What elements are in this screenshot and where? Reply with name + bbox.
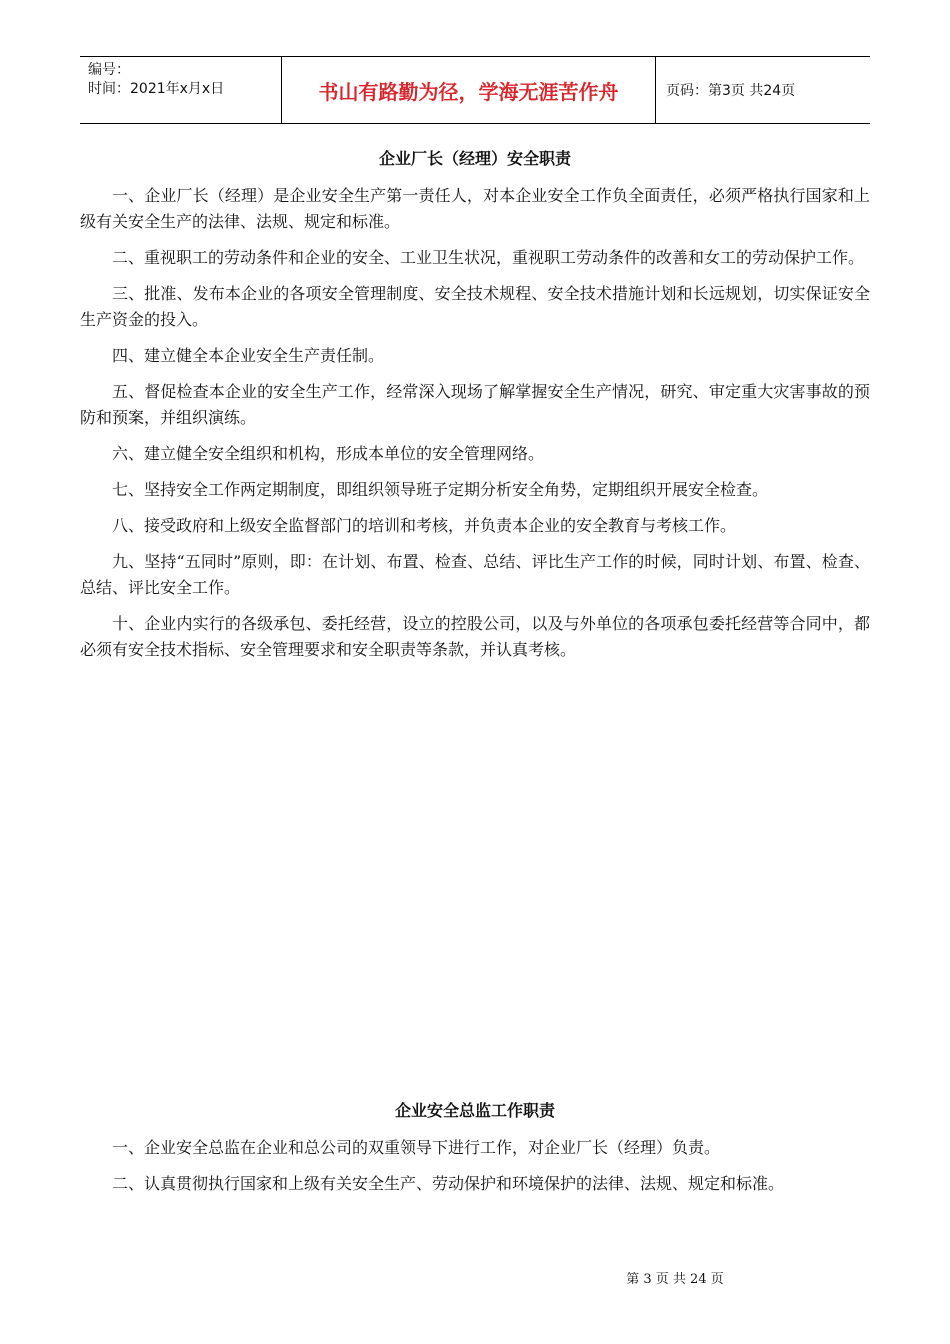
page-footer: 第 3 页 共 24 页 [626,1272,724,1287]
header-motto: 书山有路勤为径，学海无涯苦作舟 [282,57,656,123]
paragraph: 五、督促检查本企业的安全生产工作，经常深入现场了解掌握安全生产情况，研究、审定重大灾害事故的预防和预案，并组织演练。 [80,382,870,427]
section-safety-director [80,1098,870,1207]
paragraph: 十、企业内实行的各级承包、委托经营，设立的控股公司，以及与外单位的各项承包委托经营等合同中，都必须有安全技术指标、安全管理要求和安全职责等条款，并认真考核。 [80,614,870,659]
paragraph: 九、坚持“五同时”原则，即：在计划、布置、检查、总结、评比生产工作的时候，同时计划、布置、检查、总结、评比安全工作。 [80,552,870,597]
paragraph: 七、坚持安全工作两定期制度，即组织领导班子定期分析安全角势，定期组织开展安全检查。 [112,480,769,499]
paragraph: 三、批准、发布本企业的各项安全管理制度、安全技术规程、安全技术措施计划和长远规划，切实保证安全生产资金的投入。 [80,284,870,329]
header-meta [80,57,282,123]
paragraph: 四、建立健全本企业安全生产责任制。 [112,346,385,365]
page-header [80,56,870,124]
paragraph: 二、认真贯彻执行国家和上级有关安全生产、劳动保护和环境保护的法律、法规、规定和标准。 [112,1174,785,1193]
paragraph: 二、重视职工的劳动条件和企业的安全、工业卫生状况，重视职工劳动条件的改善和女工的劳动保护工作。 [112,248,865,267]
section-title: 企业厂长（经理）安全职责 [378,149,571,168]
paragraph: 八、接受政府和上级安全监督部门的培训和考核，并负责本企业的安全教育与考核工作。 [112,516,737,535]
header-page-info: 页码：第3页 共24页 [666,83,796,99]
section-factory-director [80,146,870,673]
document-time: 时间：2021年x月x日 [88,81,225,97]
paragraph: 一、企业安全总监在企业和总公司的双重领导下进行工作，对企业厂长（经理）负责。 [112,1138,721,1157]
paragraph: 六、建立健全安全组织和机构，形成本单位的安全管理网络。 [112,444,545,463]
document-number: 编号： [88,62,130,78]
section-title: 企业安全总监工作职责 [394,1101,555,1120]
paragraph: 一、企业厂长（经理）是企业安全生产第一责任人，对本企业安全工作负全面责任，必须严格执行国家和上级有关安全生产的法律、法规、规定和标准。 [80,186,870,231]
